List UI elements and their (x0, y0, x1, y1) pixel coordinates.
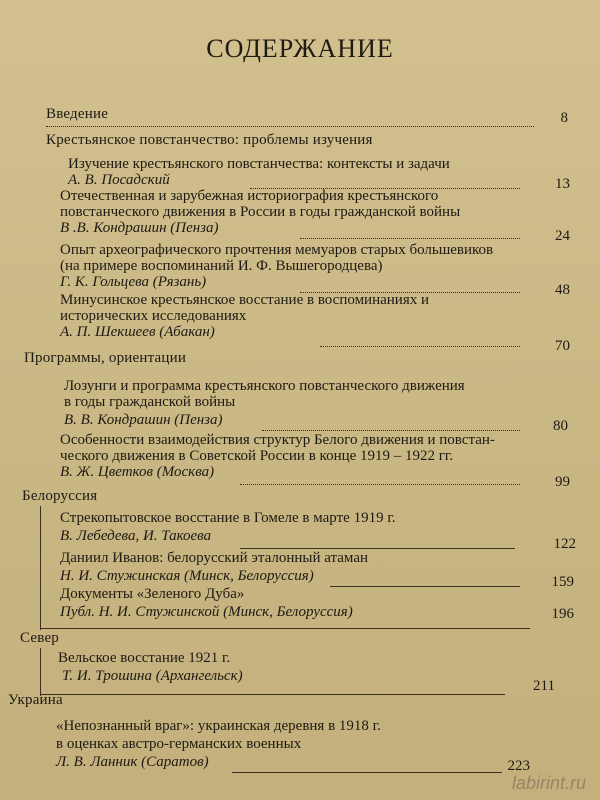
entry-title-line: Даниил Иванов: белорусский эталонный атаман (60, 550, 368, 566)
section-heading: Белоруссия (22, 488, 98, 504)
entry-leader (262, 430, 520, 431)
entry-leader (240, 548, 515, 549)
section-bracket (40, 648, 41, 696)
section-heading: Программы, ориентации (24, 350, 187, 366)
entry-page-number: 159 (551, 574, 574, 590)
entry-author: В. Ж. Цветков (Москва) (60, 464, 215, 480)
entry-title-line: «Непознанный враг»: украинская деревня в 1918 г. (56, 718, 381, 734)
entry-author: А. П. Шекшеев (Абакан) (60, 324, 215, 340)
page-title: СОДЕРЖАНИЕ (206, 34, 394, 63)
section-heading: Украина (8, 692, 63, 708)
entry-page-number: 48 (555, 282, 570, 298)
entry-leader (320, 346, 520, 347)
entry-author: В. В. Кондрашин (Пенза) (64, 412, 223, 428)
entry-title-line: Особенности взаимодействия структур Белого движения и повстан- (60, 432, 495, 448)
section-divider (40, 694, 505, 695)
entry-page-number: 70 (555, 338, 570, 354)
entry-page-number: 211 (533, 678, 555, 694)
entry-title-line: Отечественная и зарубежная историография крестьянского (60, 188, 439, 204)
entry-author: Л. В. Ланник (Саратов) (56, 754, 209, 770)
watermark: labirint.ru (511, 773, 586, 793)
entry-page-number: 13 (555, 176, 570, 192)
intro-leader (46, 126, 534, 127)
entry-author: А. В. Посадский (68, 172, 170, 188)
entry-page-number: 80 (553, 418, 568, 434)
entry-leader (232, 772, 502, 773)
intro-label: Введение (46, 106, 109, 122)
entry-page-number: 99 (555, 474, 570, 490)
section-bracket (40, 506, 41, 630)
entry-leader (330, 586, 520, 587)
entry-title-line: (на примере воспоминаний И. Ф. Вышегородцева) (60, 258, 383, 274)
entry-title-line: в оценках австро-германских военных (56, 736, 302, 752)
entry-author: Т. И. Трошина (Архангельск) (62, 668, 243, 684)
entry-leader (300, 238, 520, 239)
entry-author: Н. И. Стужинская (Минск, Белоруссия) (60, 568, 314, 584)
entry-title-line: Минусинское крестьянское восстание в воспоминаниях и (60, 292, 430, 308)
entry-title-line: Опыт археографического прочтения мемуаров старых большевиков (60, 242, 494, 258)
entry-title-line: повстанческого движения в России в годы гражданской войны (60, 204, 461, 220)
entry-title-line: в годы гражданской войны (64, 394, 236, 410)
entry-author: В. Лебедева, И. Такоева (60, 528, 212, 544)
entry-author: Публ. Н. И. Стужинской (Минск, Белоруссия) (60, 604, 353, 620)
entry-page-number: 24 (555, 228, 570, 244)
entry-title-line: Изучение крестьянского повстанчества: контексты и задачи (68, 156, 450, 172)
entry-author: В .В. Кондрашин (Пенза) (60, 220, 219, 236)
entry-page-number: 196 (551, 606, 574, 622)
section-divider (40, 628, 530, 629)
entry-author: Г. К. Гольцева (Рязань) (60, 274, 207, 290)
entry-title-line: Лозунги и программа крестьянского повстанческого движения (64, 378, 465, 394)
entry-leader (240, 484, 520, 485)
entry-title-line: ческого движения в Советской России в конце 1919 – 1922 гг. (60, 448, 454, 464)
section-heading: Крестьянское повстанчество: проблемы изучения (46, 132, 373, 148)
section-heading: Север (20, 630, 59, 646)
entry-title-line: Вельское восстание 1921 г. (58, 650, 231, 666)
entry-page-number: 223 (507, 758, 530, 774)
entry-title-line: исторических исследованиях (60, 308, 247, 324)
entry-title-line: Документы «Зеленого Дуба» (60, 586, 245, 602)
entry-page-number: 122 (553, 536, 576, 552)
entry-title-line: Стрекопытовское восстание в Гомеле в марте 1919 г. (60, 510, 396, 526)
intro-page-number: 8 (560, 110, 568, 126)
